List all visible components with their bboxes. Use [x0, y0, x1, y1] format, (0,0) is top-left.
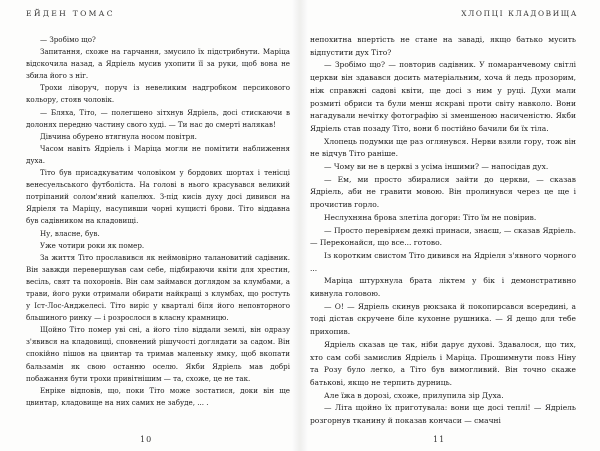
paragraph: — Чому ви не в церкві з усіма іншими? — напосідав дух. [324, 162, 549, 172]
paragraph: Трохи ліворуч, поруч із невеликим надгробком персикового кольору, стояв чоловік. [26, 83, 290, 105]
paragraph: непохитна впертість не стане на заваді, якщо батько мусить відпустити дух Тіто? [310, 35, 576, 57]
paragraph: — Зробімо що? [40, 35, 96, 44]
paragraph: Але їжа в дорозі, схоже, прилупила зір Духа. [324, 390, 504, 400]
paragraph: Енріке відповів, що, поки Тіто може зостатися, доки він ще цвинтар, кладовище на них самих не забуде, ... . [26, 385, 290, 407]
paragraph: — Просто перевіряєм деякі принаси, знаєш, — сказав Ядріель. — Переконайся, що все... готово. [310, 225, 576, 248]
left-page-body [26, 34, 290, 409]
left-page-number: 10 [140, 435, 153, 444]
right-running-head: ХЛОПЦІ КЛАДОВИЩА [461, 9, 578, 18]
paragraph: — Ем, ми просто збиралися зайти до церкви, — сказав Ядріель, аби не гравити мовою. Він пролинувся через це ще і прочистив горло. [310, 174, 576, 210]
paragraph: Маріца штурхнула брата ліктем у бік і демонстративно кивнула головою. [310, 276, 576, 299]
paragraph: Із коротким свистом Тіто дивився на Ядріеля з'явного чорного ... [310, 250, 576, 273]
right-page-number: 11 [433, 435, 446, 444]
paragraph: Неслухняна брова злетіла догори: Тіто їм не повірив. [324, 212, 537, 222]
paragraph: Щойно Тіто помер уві сні, а його тіло віддали землі, він одразу з'явився на кладовищі, сповнений рішучості доглядати за садом. Він спокійно пішов на цвинтар та тримав маленьку ямку, щоб вкопати бальзамін як свою останню оселю. Якби Ядріель мав добрі побажання бути трохи привітнішим — та, схоже, це не так. [26, 325, 290, 383]
right-page-body [310, 34, 576, 428]
paragraph: Ядріель сказав це так, ніби дарує духові. Здавалося, що тих, хто сам собі замислив Ядріель і Маріца. Прошимнути повз Ніну та Розу було легко, а Тіто був вимогливий. Він точно скаже батькові, якщо не терпить дурниць. [310, 339, 576, 387]
paragraph: Запитання, схоже на гарчання, змусило їх підстрибнути. Маріца відскочила назад, а Ядріель мусив ухопити її за руки, щоб вона не збила його з ніг. [26, 47, 290, 81]
paragraph: Часом навіть Ядріель і Маріца могли не помітити наближення духа. [26, 143, 290, 165]
paragraph: — Бляха, Тіто, — полегшено зітхнув Ядріель, досі стискаючи в долонях передню частину свого худі. — Ти нас до смерті налякав! [26, 107, 290, 129]
paragraph: — Зробімо що? — повторив садівник. У помаранчевому світлі церкви він здавався досить матеріальним, хоча й ледь прозорим, ніж справжні садові квіти, ще досі з ним у руці. Духи мали розмиті обриси та були менш яскраві проти світу навколо. Вони нагадували нечітку фотографію зі зменшеною насиченістю. Якби Ядріель став позаду Тіто, вони б постійно бачили би їх тіла. [310, 60, 576, 133]
right-page [300, 0, 600, 451]
paragraph: Тіто був присадкуватим чоловіком у бордових шортах і тенісці венесуельського футболіста. На голові в нього красувався великий потріпаний солом'яний капелюх. З-під кисів духу досі дивився на Ядріеля та Маріцу, насупивши чорні кущисті брови. Тіто віддавна був садівником на кладовищі. [26, 168, 290, 226]
paragraph: Дівчина обурено втягнула носом повітря. [40, 131, 197, 141]
paragraph: Ну, власне, був. [40, 228, 100, 238]
paragraph: — Літа щойно їх приготувала: вони ще досі теплі! — Ядріель розгорнув тканину й показав кончаси — смачні [310, 403, 576, 426]
paragraph: — О! — Ядріель скинув рюкзака й покопирсався всередині, а тоді дістав скручене біле кухонне рушника. — Я дещо для тебе прихопив. [310, 301, 576, 337]
paragraph: За життя Тіто прославився як неймовірно талановитий садівник. Він завжди перевершував сам себе, підбираючи квіти для хрестин, весіль, свят та похоронів. Він сам займався доглядом за клумбами, а трави, його руки отримали обирати найкращі з клумбах, що ростуть у Іст-Лос-Анджелесі. Тіто виріс у кварталі біля його неповторного бльшиного ринку — і розрослося в класну крамницю. [26, 252, 290, 323]
left-running-head: ЕЙДЕН ТОМАС [26, 9, 115, 18]
paragraph: Уже чотири роки як помер. [40, 240, 145, 250]
paragraph: Хлопець подумки ще раз оглянувся. Нерви взяли гору, тож він не відчув Тіто раніше. [310, 136, 576, 159]
